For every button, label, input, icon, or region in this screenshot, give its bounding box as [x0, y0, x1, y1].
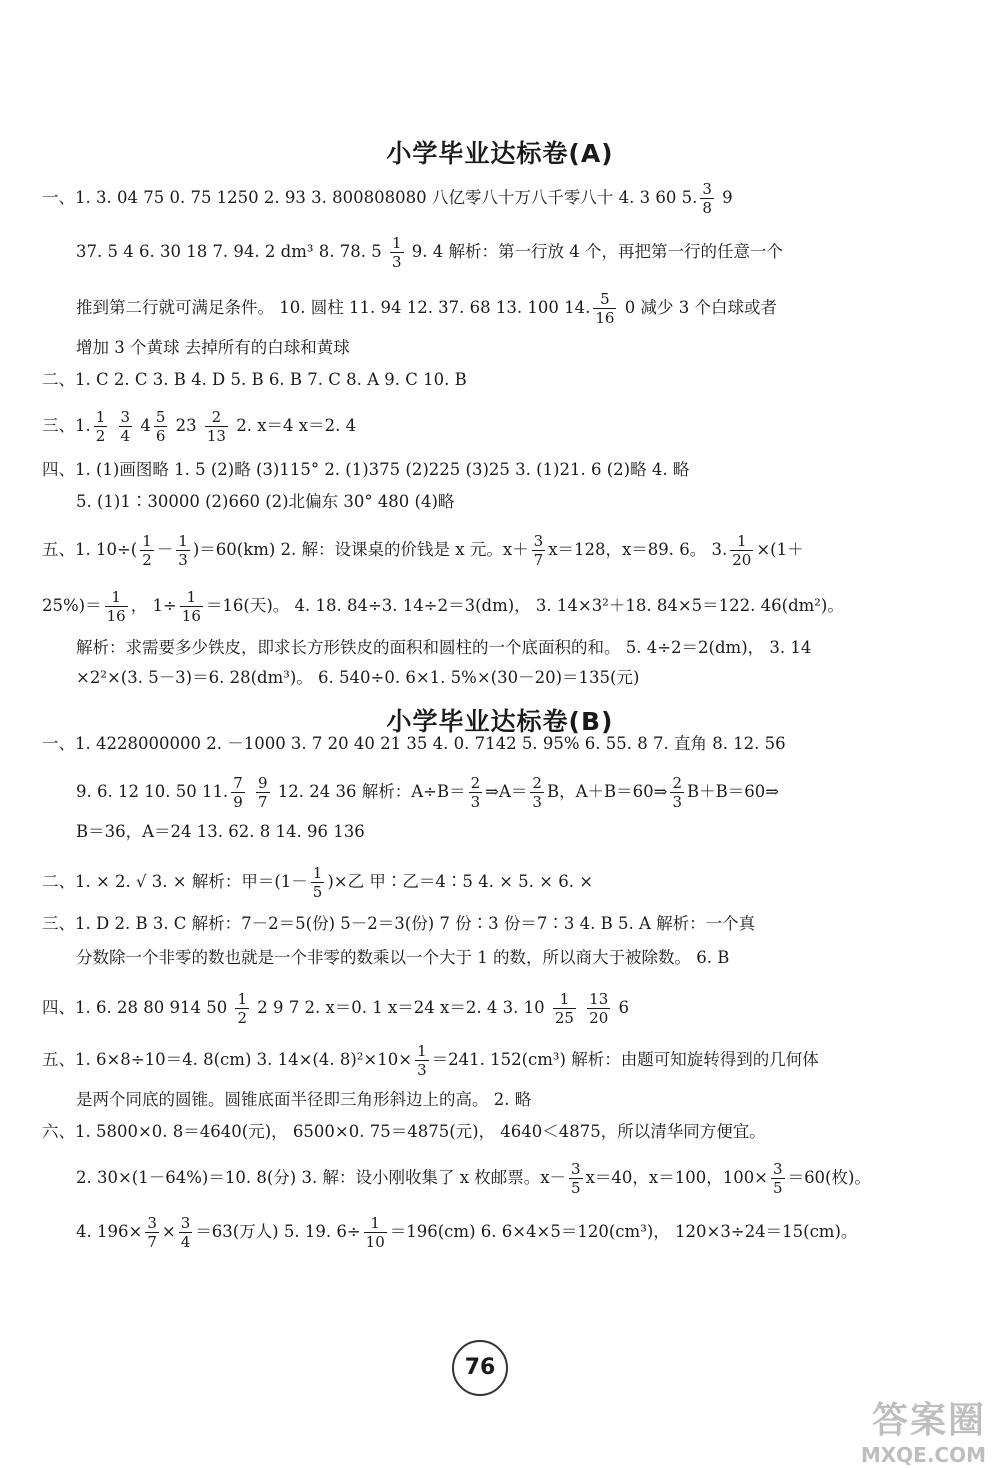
fraction: $\frac{1}{25}$	[554, 990, 574, 1027]
a-line-11: 解析：求需要多少铁皮，即求长方形铁皮的面积和圆柱的一个底面积的和。 5. 4÷2＝2(dm)， 3. 14	[76, 638, 812, 657]
fraction: $\frac{9}{7}$	[257, 774, 268, 811]
a-line-6: 三、1. $\frac{1}{2}$ $\frac{3}{4}$ 4 $\frac{5}{6}$ 23 $\frac{2}{13}$ 2. x＝4 x＝2. 4	[42, 408, 357, 445]
fraction: $\frac{1}{16}$	[181, 588, 201, 625]
fraction: $\frac{1}{10}$	[365, 1214, 385, 1251]
b-line-7: 四、1. 6. 28 80 914 50 $\frac{1}{2}$ 2 9 7 2. x＝0. 1 x＝24 x＝2. 4 3. 10 $\frac{1}{25}$ $\frac{13}{20}$ 6	[42, 990, 630, 1027]
b-line-2: 9. 6. 12 10. 50 11. $\frac{7}{9}$ $\frac{9}{7}$ 12. 24 36 解析：A÷B＝ $\frac{2}{3}$ ⇒A＝ $\frac{2}{3}$ B，A＋B＝60⇒ $\frac{2}{3}$ B＋B＝60⇒	[76, 774, 780, 811]
b-line-1: 一、1. 4228000000 2. －1000 3. 7 20 40 21 35 4. 0. 7142 5. 95% 6. 55. 8 7. 直角 8. 12. 56	[42, 734, 786, 753]
b-line-12: 4. 196× $\frac{3}{7}$ × $\frac{3}{4}$ ＝63(万人) 5. 19. 6÷ $\frac{1}{10}$ ＝196(cm) 6. 6×4×5＝120(cm³)， 120×3÷24＝15(cm)。	[76, 1214, 858, 1251]
fraction: $\frac{1}{20}$	[732, 532, 752, 569]
a-line-5: 二、1. C 2. C 3. B 4. D 5. B 6. B 7. C 8. A 9. C 10. B	[42, 370, 467, 389]
fraction: $\frac{5}{6}$	[155, 408, 166, 445]
fraction: $\frac{1}{2}$	[142, 532, 152, 569]
fraction: $\frac{1}{3}$	[417, 1042, 427, 1079]
fraction: $\frac{1}{5}$	[312, 864, 323, 901]
a-line-7: 四、1. (1)画图略 1. 5 (2)略 (3)115° 2. (1)375 (2)225 (3)25 3. (1)21. 6 (2)略 4. 略	[42, 460, 690, 479]
section-b-title: 小学毕业达标卷(B)	[386, 707, 614, 736]
b-line-10: 六、1. 5800×0. 8＝4640(元)， 6500×0. 75＝4875(元)， 4640＜4875，所以清华同方便宜。	[42, 1122, 766, 1141]
a-line-9: 五、1. 10÷( $\frac{1}{2}$ － $\frac{1}{3}$ )＝60(km) 2. 解：设课桌的价钱是 x 元。x＋ $\frac{3}{7}$ x＝128，x＝89. 6。 3. $\frac{1}{20}$ ×(1＋	[42, 532, 804, 569]
a-line-12: ×2²×(3. 5－3)＝6. 28(dm³)。 6. 540÷0. 6×1. 5%×(30－20)＝135(元)	[76, 668, 640, 687]
fraction: $\frac{3}{8}$	[702, 180, 712, 217]
a-line-4: 增加 3 个黄球 去掉所有的白球和黄球	[76, 338, 350, 357]
fraction: $\frac{7}{9}$	[233, 774, 243, 811]
fraction: $\frac{5}{16}$	[595, 290, 615, 327]
watermark-main: 答案圈	[871, 1400, 986, 1441]
fraction: $\frac{2}{13}$	[206, 408, 226, 445]
fraction: $\frac{3}{4}$	[120, 408, 131, 445]
a-line-10: 25%)＝ $\frac{1}{16}$ ， 1÷ $\frac{1}{16}$ ＝16(天)。 4. 18. 84÷3. 14÷2＝3(dm)， 3. 14×3²＋18. 84×5＝122. 46(dm²)。	[42, 588, 844, 625]
b-line-8: 五、1. 6×8÷10＝4. 8(cm) 3. 14×(4. 8)²×10× $\frac{1}{3}$ ＝241. 152(cm³) 解析：由题可知旋转得到的几何体	[42, 1042, 819, 1079]
fraction: $\frac{3}{5}$	[571, 1160, 581, 1197]
fraction: $\frac{3}{7}$	[147, 1214, 157, 1251]
fraction: $\frac{1}{3}$	[178, 532, 188, 569]
section-a-title: 小学毕业达标卷(A)	[386, 139, 614, 168]
a-line-1: 一、1. 3. 04 75 0. 75 1250 2. 93 3. 800808080 八亿零八十万八千零八十 4. 3 60 5. $\frac{3}{8}$ 9	[42, 180, 733, 217]
fraction: $\frac{3}{4}$	[180, 1214, 191, 1251]
fraction: $\frac{1}{2}$	[95, 408, 106, 445]
fraction: $\frac{2}{3}$	[470, 774, 481, 811]
fraction: $\frac{1}{2}$	[237, 990, 247, 1027]
watermark-url: MXQE.COM	[860, 1443, 986, 1467]
b-line-3: B＝36，A＝24 13. 62. 8 14. 96 136	[76, 822, 365, 841]
b-line-11: 2. 30×(1－64%)＝10. 8(分) 3. 解：设小刚收集了 x 枚邮票。x－ $\frac{3}{5}$ x＝40，x＝100，100× $\frac{3}{5}$ ＝60(枚)。	[76, 1160, 871, 1197]
fraction: $\frac{3}{7}$	[533, 532, 544, 569]
fraction: $\frac{2}{3}$	[532, 774, 542, 811]
b-line-6: 分数除一个非零的数也就是一个非零的数乘以一个大于 1 的数，所以商大于被除数。 6. B	[76, 948, 730, 967]
b-line-5: 三、1. D 2. B 3. C 解析：7－2＝5(份) 5－2＝3(份) 7 份∶3 份＝7∶3 4. B 5. A 解析：一个真	[42, 914, 756, 933]
a-line-2: 37. 5 4 6. 30 18 7. 94. 2 dm³ 8. 78. 5 $\frac{1}{3}$ 9. 4 解析：第一行放 4 个，再把第一行的任意一个	[76, 234, 783, 271]
a-line-8: 5. (1)1∶30000 (2)660 (2)北偏东 30° 480 (4)略	[76, 492, 455, 511]
a-line-3: 推到第二行就可满足条件。 10. 圆柱 11. 94 12. 37. 68 13. 100 14. $\frac{5}{16}$ 0 减少 3 个白球或者	[76, 290, 777, 327]
b-line-4: 二、1. × 2. √ 3. × 解析：甲＝(1－ $\frac{1}{5}$ )×乙 甲∶乙＝4∶5 4. × 5. × 6. ×	[42, 864, 594, 901]
fraction: $\frac{13}{20}$	[589, 990, 609, 1027]
watermark-logo	[816, 1392, 986, 1467]
fraction: $\frac{1}{3}$	[391, 234, 402, 271]
fraction: $\frac{1}{16}$	[106, 588, 126, 625]
b-line-9: 是两个同底的圆锥。圆锥底面半径即三角形斜边上的高。 2. 略	[76, 1090, 532, 1109]
fraction: $\frac{3}{5}$	[773, 1160, 783, 1197]
fraction: $\frac{2}{3}$	[672, 774, 683, 811]
page-number: 76	[452, 1340, 508, 1396]
